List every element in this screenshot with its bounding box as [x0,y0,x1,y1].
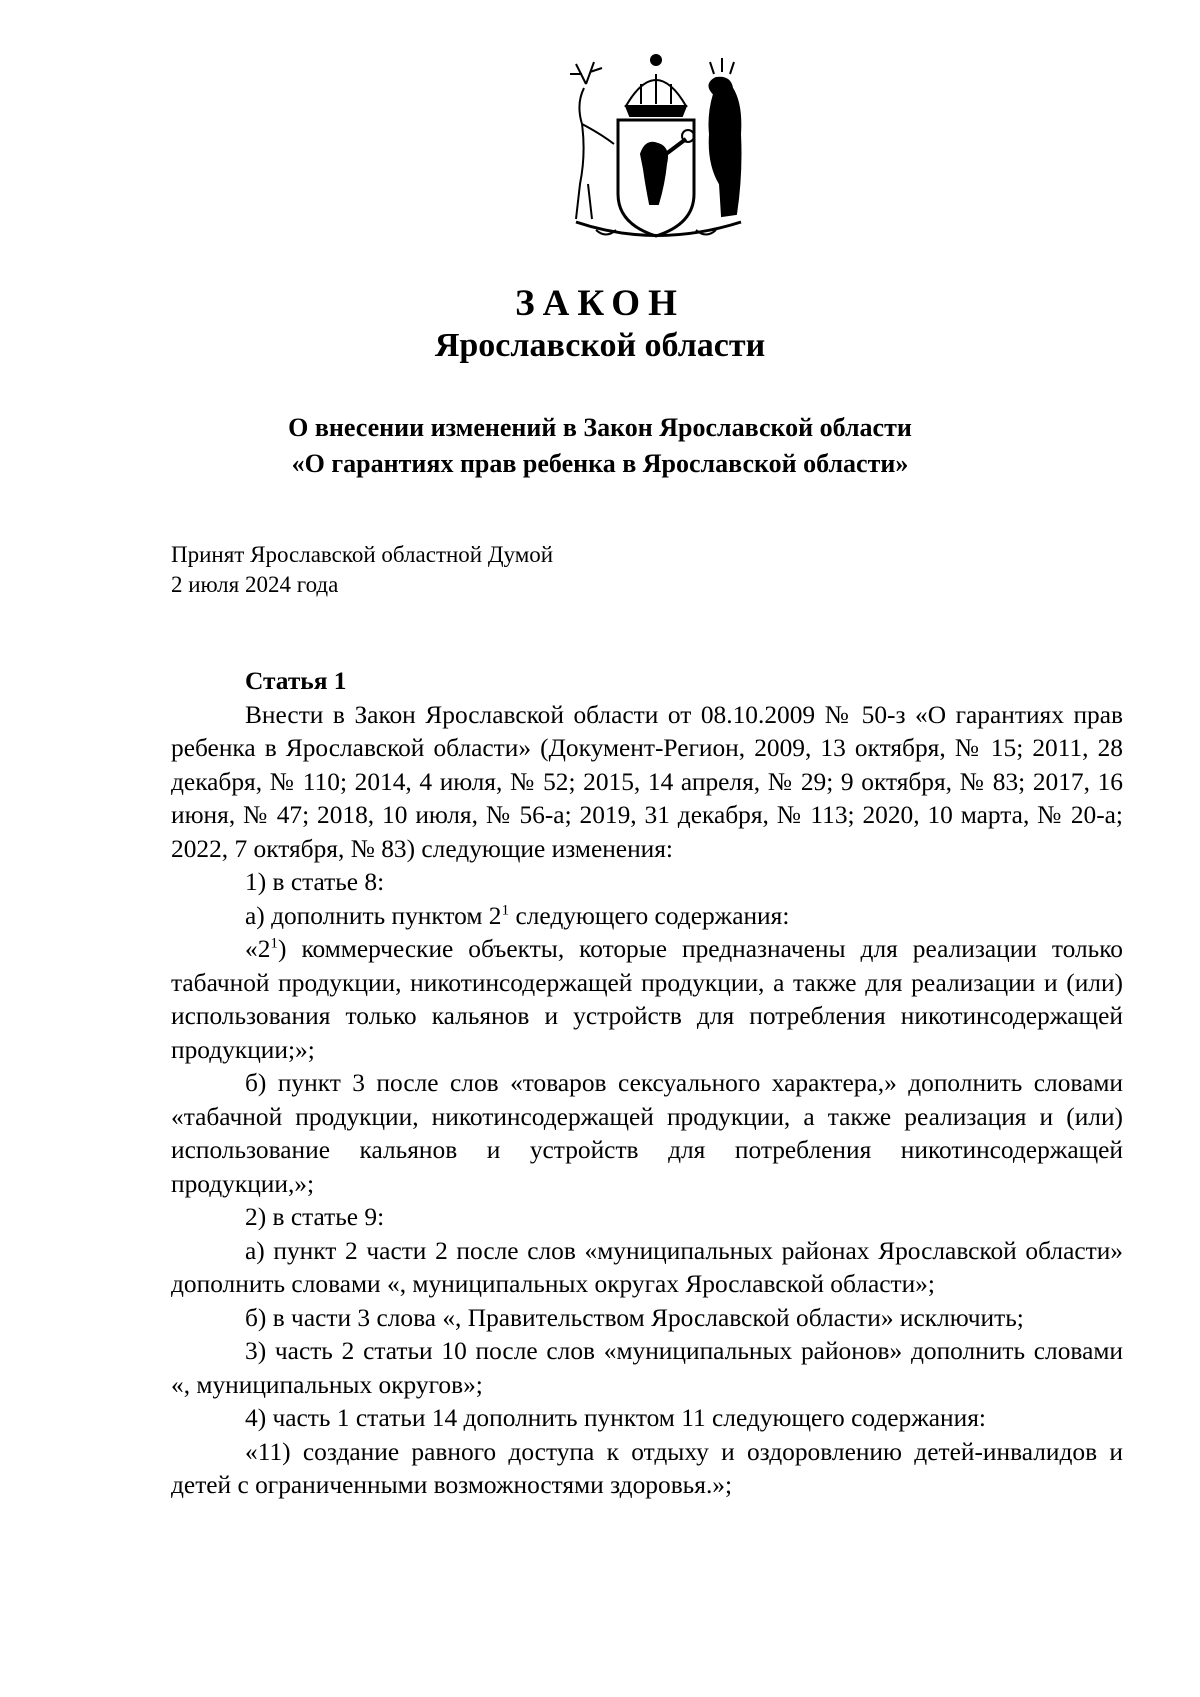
article-intro-paragraph: Внести в Закон Ярославской области от 08.10.2009 № 50-з «О гарантиях прав ребенка в Ярославской области» (Документ-Регион, 2009, 13 октября, № 15; 2011, 28 декабря, № 110; 2014, 4 июля, № 52; 2015, 14 апреля, № 29; 9 октября, № 83; 2017, 16 июня, № 47; 2018, 10 июля, № 56-а; 2019, 31 декабря, № 113; 2020, 10 марта, № 20-а; 2022, 7 октября, № 83) следующие изменения: [171,700,1123,863]
adoption-info [171,540,553,600]
item-2b: б) в части 3 слова «, Правительством Ярославской области» исключить; [245,1303,1024,1332]
subtitle-line-2: «О гарантиях прав ребенка в Ярославской области» [291,449,909,478]
item-2: 2) в статье 9: [245,1203,385,1231]
item-1a-quote: «$2^1$) коммерческие объекты, которые предназначены для реализации только табачной продукции, никотинсодержащей продукции, а также для реализации и (или) использования только кальянов и устройств для потребления никотинсодержащей продукции;»; [171,934,1123,1064]
law-heading: ЗАКОН [515,283,685,324]
subtitle-line-1: О внесении изменений в Закон Ярославской области [288,413,912,442]
adopted-by: Принят Ярославской областной Думой [171,542,554,567]
item-1b: б) пункт 3 после слов «товаров сексуального характера,» дополнить словами «табачной продукции, никотинсодержащей продукции, а также реализация и (или) использование кальянов и устройств для потребления никотинсодержащей продукции,»; [171,1069,1123,1198]
adopted-date: 2 июля 2024 года [171,572,339,597]
article-heading: Статья 1 [245,667,347,695]
item-1a: а) дополнить пунктом $2^1$ следующего содержания: [245,901,790,930]
item-3: 3) часть 2 статьи 10 после слов «муниципальных районов» дополнить словами «, муниципальных округов»; [171,1337,1123,1399]
item-4: 4) часть 1 статьи 14 дополнить пунктом 11 следующего содержания: [245,1404,986,1432]
item-2a: а) пункт 2 части 2 после слов «муниципальных районах Ярославской области» дополнить словами «, муниципальных округах Ярославской области»; [171,1236,1123,1298]
article-1 [171,665,1123,1503]
law-subtitle [0,410,1200,482]
item-4-quote: «11) создание равного доступа к отдыху и оздоровлению детей-инвалидов и детей с ограниченными возможностями здоровья.»; [171,1437,1123,1499]
law-region-title: Ярославской области [434,327,766,364]
coat-of-arms-emblem [546,44,766,244]
item-1: 1) в статье 8: [245,868,385,896]
